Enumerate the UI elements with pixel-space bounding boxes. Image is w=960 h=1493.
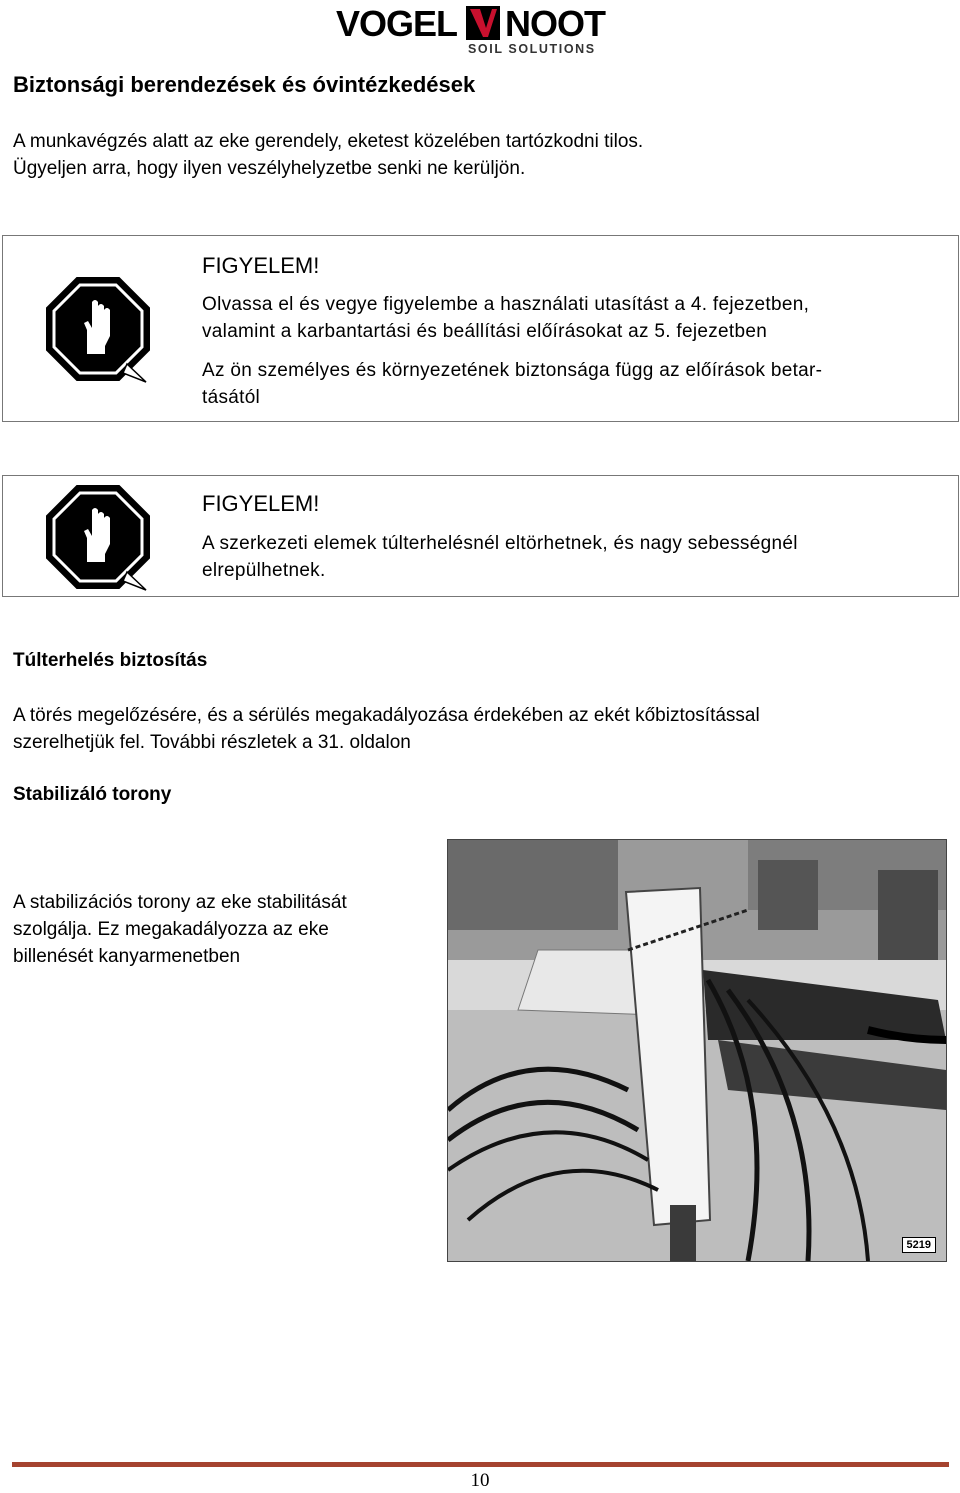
- tower-line-3: billenését kanyarmenetben: [13, 946, 241, 967]
- company-logo: [336, 4, 626, 54]
- warning-1-heading: FIGYELEM!: [202, 253, 320, 278]
- warning-box-2: [2, 475, 959, 597]
- warning-box-1: [2, 235, 959, 422]
- logo-tagline: SOIL SOLUTIONS: [468, 42, 596, 56]
- logo-mark-icon: [466, 6, 500, 40]
- warning-2-line-2: elrepülhetnek.: [202, 560, 326, 581]
- warning-2-line-1: A szerkezeti elemek túlterhelésnél eltörhetnek, és nagy sebességnél: [202, 533, 798, 554]
- overload-line-2: szerelhetjük fel. További részletek a 31. oldalon: [13, 732, 411, 753]
- intro-line-1: A munkavégzés alatt az eke gerendely, eketest közelében tartózkodni tilos.: [13, 131, 644, 152]
- warning-1-line-2: valamint a karbantartási és beállítási előírásokat az 5. fejezetben: [202, 321, 768, 342]
- stop-hand-warning-icon: [43, 484, 153, 594]
- warning-1-text-2: [202, 357, 947, 411]
- warning-1-line-4: tásától: [202, 387, 261, 408]
- footer-divider: [12, 1462, 949, 1467]
- photo-code-label: 5219: [902, 1237, 936, 1253]
- warning-1-text-1: [202, 291, 947, 345]
- logo-word-right: NOOT: [505, 3, 605, 44]
- page-title: Biztonsági berendezések és óvintézkedések: [13, 72, 476, 97]
- warning-2-heading: FIGYELEM!: [202, 491, 320, 516]
- intro-line-2: Ügyeljen arra, hogy ilyen veszélyhelyzetbe senki ne kerüljön.: [13, 158, 526, 179]
- tower-line-2: szolgálja. Ez megakadályozza az eke: [13, 919, 329, 940]
- overload-paragraph: [13, 702, 760, 756]
- warning-1-line-3: Az ön személyes és környezetének biztonsága függ az előírások betar-: [202, 360, 823, 381]
- photo-illustration: [448, 840, 946, 1261]
- tower-heading: Stabilizáló torony: [13, 784, 172, 805]
- page-number: 10: [470, 1470, 490, 1491]
- stop-hand-warning-icon: [43, 276, 153, 386]
- tower-line-1: A stabilizációs torony az eke stabilitását: [13, 892, 347, 913]
- warning-2-text: [202, 530, 947, 584]
- overload-heading: Túlterhelés biztosítás: [13, 650, 208, 671]
- overload-line-1: A törés megelőzésére, és a sérülés megakadályozása érdekében az ekét kőbiztosítással: [13, 705, 760, 726]
- tower-paragraph: [13, 889, 347, 970]
- warning-1-line-1: Olvassa el és vegye figyelembe a használati utasítást a 4. fejezetben,: [202, 294, 810, 315]
- intro-paragraph: [13, 128, 643, 182]
- logo-word-left: VOGEL: [336, 3, 458, 44]
- stabilizer-tower-photo: [447, 839, 947, 1262]
